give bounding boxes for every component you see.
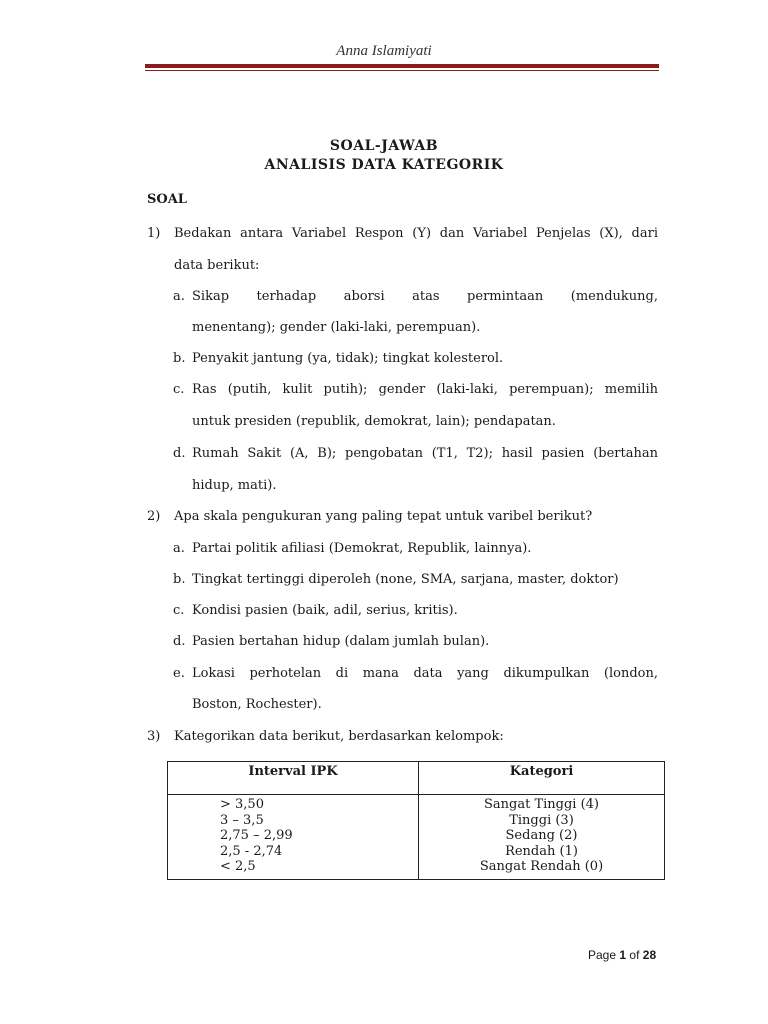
ipk-table [167, 761, 665, 880]
section-label: SOAL [147, 192, 187, 207]
table-row [168, 795, 665, 880]
category-value: Rendah (1) [505, 843, 578, 859]
item-letter: c. [173, 603, 185, 618]
item-text: Penyakit jantung (ya, tidak); tingkat kolesterol. [192, 351, 504, 366]
category-value: Sangat Rendah (0) [479, 859, 604, 874]
item-text: Ras (putih, kulit putih); gender (laki-laki, perempuan); memilih [192, 382, 658, 397]
document-title: SOAL-JAWAB [329, 138, 439, 154]
item-text: menentang); gender (laki-laki, perempuan). [192, 320, 481, 335]
header-rule-thick [145, 64, 659, 68]
interval-value: 2,5 - 2,74 [220, 843, 283, 859]
page-footer [588, 948, 656, 962]
category-value: Sangat Tinggi (4) [483, 797, 599, 812]
item-letter: b. [173, 572, 186, 587]
item-letter: d. [173, 446, 186, 461]
interval-value: > 3,50 [220, 797, 264, 812]
item-text: Tingkat tertinggi diperoleh (none, SMA, sarjana, master, doktor) [192, 572, 619, 587]
item-letter: d. [173, 634, 186, 649]
item-letter: a. [173, 289, 185, 304]
item-text: Boston, Rochester). [192, 697, 322, 712]
category-cell [419, 795, 665, 880]
table-header-row [168, 762, 665, 795]
document-subtitle: ANALISIS DATA KATEGORIK [264, 157, 504, 173]
table-header-interval: Interval IPK [168, 762, 419, 795]
item-text: Kondisi pasien (baik, adil, serius, kritis). [192, 603, 458, 618]
category-value: Tinggi (3) [509, 812, 574, 828]
item-letter: c. [173, 382, 185, 397]
header-author: Anna Islamiyati [336, 43, 432, 59]
category-value: Sedang (2) [505, 828, 578, 843]
item-letter: a. [173, 541, 185, 556]
question-number: 1) [147, 226, 161, 241]
of-word: of [629, 948, 640, 962]
question-number: 3) [147, 729, 161, 744]
interval-cell [168, 795, 419, 880]
item-text: Pasien bertahan hidup (dalam jumlah bulan). [192, 634, 490, 649]
page-word: Page [588, 948, 617, 962]
question-text: Apa skala pengukuran yang paling tepat untuk varibel berikut? [174, 509, 593, 524]
interval-value: < 2,5 [220, 859, 256, 874]
item-text: Lokasi perhotelan di mana data yang dikumpulkan (london, [192, 666, 658, 681]
page-total: 28 [642, 948, 657, 962]
table-header-category: Kategori [419, 762, 665, 795]
question-text: Kategorikan data berikut, berdasarkan kelompok: [174, 729, 504, 744]
item-text: Rumah Sakit (A, B); pengobatan (T1, T2); hasil pasien (bertahan [192, 446, 658, 461]
interval-value: 2,75 – 2,99 [220, 828, 293, 843]
question-text: data berikut: [174, 258, 260, 273]
interval-value: 3 – 3,5 [220, 812, 264, 828]
question-text: Bedakan antara Variabel Respon (Y) dan Variabel Penjelas (X), dari [174, 226, 658, 241]
item-text: untuk presiden (republik, demokrat, lain); pendapatan. [192, 414, 556, 429]
item-letter: b. [173, 351, 186, 366]
page-number: 1 [619, 948, 627, 962]
item-text: Sikap terhadap aborsi atas permintaan (mendukung, [192, 289, 658, 304]
header-rule-thin [145, 70, 659, 71]
item-text: hidup, mati). [192, 478, 277, 493]
question-number: 2) [147, 509, 161, 524]
item-text: Partai politik afiliasi (Demokrat, Republik, lainnya). [192, 541, 532, 556]
item-letter: e. [173, 666, 185, 681]
